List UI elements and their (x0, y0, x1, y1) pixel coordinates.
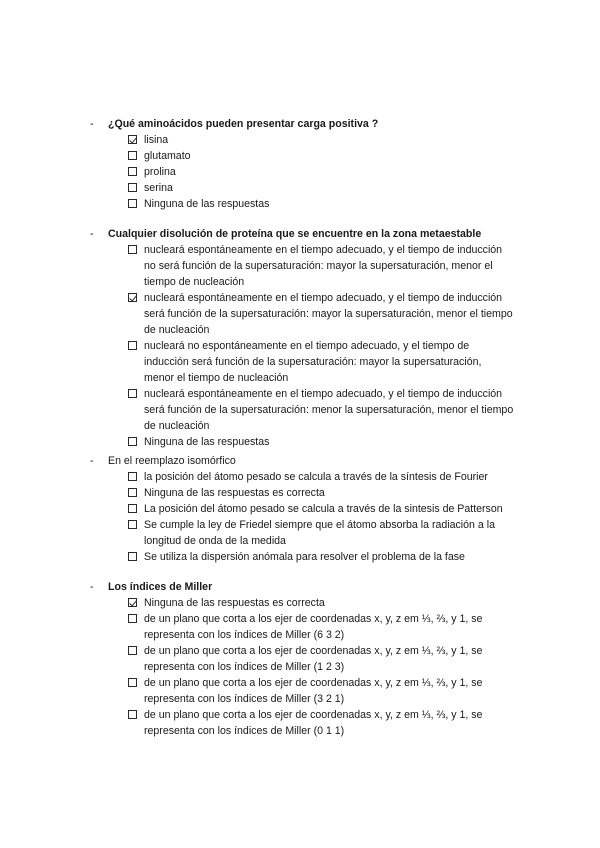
bullet-dash: - (90, 228, 94, 240)
checkbox[interactable] (128, 710, 137, 719)
question-2 (0, 226, 600, 450)
question-4 (0, 579, 600, 739)
answer-option[interactable] (0, 434, 514, 450)
option-label: la posición del átomo pesado se calcula a través de la síntesis de Fourier (144, 471, 488, 483)
question-title: Cualquier disolución de proteína que se encuentre en la zona metaestable (108, 228, 482, 240)
question-title: Los índices de Miller (108, 581, 213, 593)
checkbox[interactable] (128, 488, 137, 497)
answer-option[interactable] (0, 469, 514, 485)
option-label: de un plano que corta a los ejer de coordenadas x, y, z em ⅓, ⅔, y 1, se representa con los índices de Miller (0 1 1) (144, 709, 483, 737)
answer-option[interactable] (0, 196, 514, 212)
answer-option[interactable] (0, 485, 514, 501)
checkbox[interactable] (128, 389, 137, 398)
checked-checkbox[interactable] (128, 598, 137, 607)
checkbox[interactable] (128, 472, 137, 481)
checkbox[interactable] (128, 520, 137, 529)
option-label: serina (144, 182, 173, 194)
checked-checkbox[interactable] (128, 135, 137, 144)
answer-option[interactable] (0, 132, 514, 148)
answer-option[interactable] (0, 707, 514, 739)
option-label: nucleará espontáneamente en el tiempo adecuado, y el tiempo de inducción será función de la supersaturación: menor la supersaturación, menor el tiempo de nucleación (144, 388, 514, 432)
option-label: glutamato (144, 150, 191, 162)
answer-option[interactable] (0, 242, 514, 290)
question-title: ¿Qué aminoácidos pueden presentar carga positiva ? (108, 118, 379, 130)
checkbox[interactable] (128, 678, 137, 687)
checkmark-icon (129, 294, 137, 302)
option-list (0, 595, 600, 739)
checkbox[interactable] (128, 199, 137, 208)
option-label: nucleará espontáneamente en el tiempo adecuado, y el tiempo de inducción será función de la supersaturación: mayor la supersaturación, menor el tiempo de nucleación (144, 292, 513, 336)
answer-option[interactable] (0, 595, 514, 611)
answer-option[interactable] (0, 549, 514, 565)
option-label: nucleará no espontáneamente en el tiempo adecuado, y el tiempo de inducción será función de la supersaturación: mayor la supersaturación, menor el tiempo de nucleación (144, 340, 482, 384)
answer-option[interactable] (0, 148, 514, 164)
option-label: Ninguna de las respuestas (144, 436, 270, 448)
checkbox[interactable] (128, 341, 137, 350)
option-label: La posición del átomo pesado se calcula a través de la sintesis de Patterson (144, 503, 503, 515)
option-label: lisina (144, 134, 169, 146)
option-label: de un plano que corta a los ejer de coordenadas x, y, z em ⅓, ⅔, y 1, se representa con los índices de Miller (6 3 2) (144, 613, 483, 641)
option-label: Se utiliza la dispersión anómala para resolver el problema de la fase (144, 551, 465, 563)
checkbox[interactable] (128, 167, 137, 176)
answer-option[interactable] (0, 517, 514, 549)
question-header (0, 579, 600, 595)
question-1 (0, 116, 600, 212)
checkmark-icon (129, 599, 137, 607)
bullet-dash: - (90, 118, 94, 130)
checkbox[interactable] (128, 151, 137, 160)
option-label: de un plano que corta a los ejer de coordenadas x, y, z em ⅓, ⅔, y 1, se representa con los índices de Miller (1 2 3) (144, 645, 483, 673)
checkbox[interactable] (128, 245, 137, 254)
answer-option[interactable] (0, 386, 514, 434)
answer-option[interactable] (0, 675, 514, 707)
answer-option[interactable] (0, 290, 514, 338)
option-label: nucleará espontáneamente en el tiempo adecuado, y el tiempo de inducción no será función de la supersaturación: mayor la supersaturación, menor el tiempo de nucleación (144, 244, 503, 288)
question-header (0, 116, 600, 132)
answer-option[interactable] (0, 338, 514, 386)
option-label: Ninguna de las respuestas es correcta (144, 487, 325, 499)
answer-option[interactable] (0, 180, 514, 196)
checkbox[interactable] (128, 552, 137, 561)
checkbox[interactable] (128, 504, 137, 513)
option-label: Ninguna de las respuestas es correcta (144, 597, 325, 609)
checkmark-icon (129, 136, 137, 144)
option-label: prolina (144, 166, 176, 178)
bullet-dash: - (90, 455, 94, 467)
checkbox[interactable] (128, 614, 137, 623)
option-label: Ninguna de las respuestas (144, 198, 270, 210)
answer-option[interactable] (0, 164, 514, 180)
option-list (0, 469, 600, 565)
checkbox[interactable] (128, 646, 137, 655)
checkbox[interactable] (128, 437, 137, 446)
option-list (0, 132, 600, 212)
question-title: En el reemplazo isomórfico (108, 455, 236, 467)
question-header (0, 226, 600, 242)
checked-checkbox[interactable] (128, 293, 137, 302)
answer-option[interactable] (0, 501, 514, 517)
option-label: Se cumple la ley de Friedel siempre que el átomo absorba la radiación a la longitud de onda de la medida (144, 519, 495, 547)
checkbox[interactable] (128, 183, 137, 192)
bullet-dash: - (90, 581, 94, 593)
question-header (0, 453, 600, 469)
question-3 (0, 453, 600, 565)
option-list (0, 242, 600, 450)
answer-option[interactable] (0, 643, 514, 675)
answer-option[interactable] (0, 611, 514, 643)
option-label: de un plano que corta a los ejer de coordenadas x, y, z em ⅓, ⅔, y 1, se representa con los índices de Miller (3 2 1) (144, 677, 483, 705)
